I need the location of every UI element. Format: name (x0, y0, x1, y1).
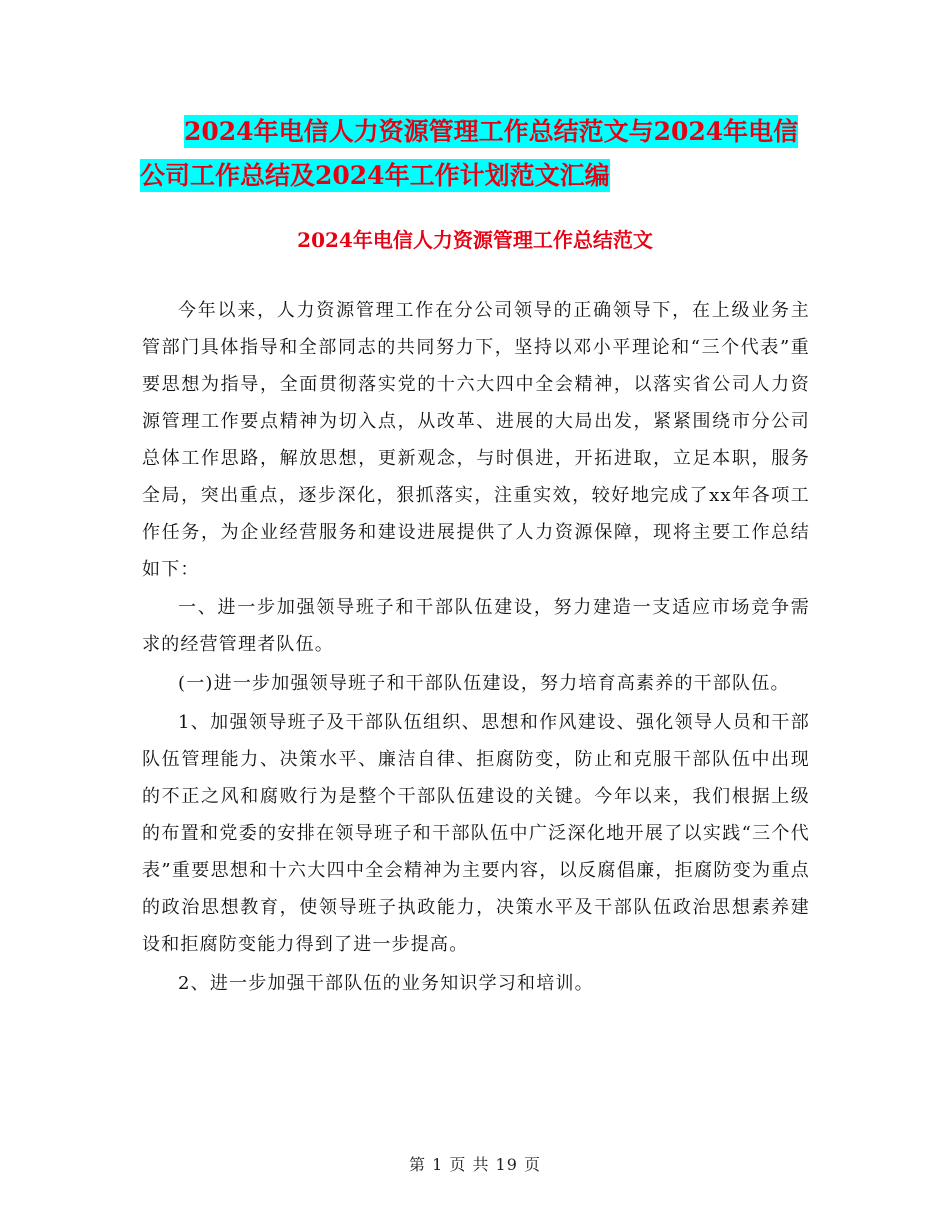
title-line-1-text: 2024年电信人力资源管理工作总结范文与2024年电信 (184, 117, 799, 146)
paragraph: 一、进一步加强领导班子和干部队伍建设，努力建造一支适应市场竞争需求的经营管理者队伍。 (142, 597, 810, 655)
paragraph: 2、进一步加强干部队伍的业务知识学习和培训。 (178, 973, 594, 994)
title-line-2 (140, 154, 820, 198)
document-title (140, 110, 820, 198)
paragraph: 1、加强领导班子及干部队伍组织、思想和作风建设、强化领导人员和干部队伍管理能力、决策水平、廉洁自律、拒腐防变，防止和克服干部队伍中出现的不正之风和腐败行为是整个干部队伍建设的关键。今年以来，我们根据上级的布置和党委的安排在领导班子和干部队伍中广泛深化地开展了以实践“三个代表”重要思想和十六大四中全会精神为主要内容，以反腐倡廉，拒腐防变为重点的政治思想教育，使领导班子执政能力，决策水平及干部队伍政治思想素养建设和拒腐防变能力得到了进一步提高。 (142, 712, 810, 955)
title-line-2-text: 公司工作总结及2024年工作计划范文汇编 (140, 161, 610, 190)
page-footer: 第 1 页 共 19 页 (409, 1155, 541, 1174)
document-body (142, 292, 810, 1003)
section-subtitle: 2024年电信人力资源管理工作总结范文 (297, 228, 653, 252)
title-line-1 (140, 110, 820, 154)
paragraph: (一)进一步加强领导班子和干部队伍建设，努力培育高素养的干部队伍。 (178, 673, 790, 694)
paragraph: 今年以来，人力资源管理工作在分公司领导的正确领导下，在上级业务主管部门具体指导和全部同志的共同努力下，坚持以邓小平理论和“三个代表”重要思想为指导，全面贯彻落实党的十六大四中全会精神，以落实省公司人力资源管理工作要点精神为切入点，从改革、进展的大局出发，紧紧围绕市分公司总体工作思路，解放思想，更新观念，与时俱进，开拓进取，立足本职，服务全局，突出重点，逐步深化，狠抓落实，注重实效，较好地完成了xx年各项工作任务，为企业经营服务和建设进展提供了人力资源保障，现将主要工作总结如下： (142, 300, 810, 580)
